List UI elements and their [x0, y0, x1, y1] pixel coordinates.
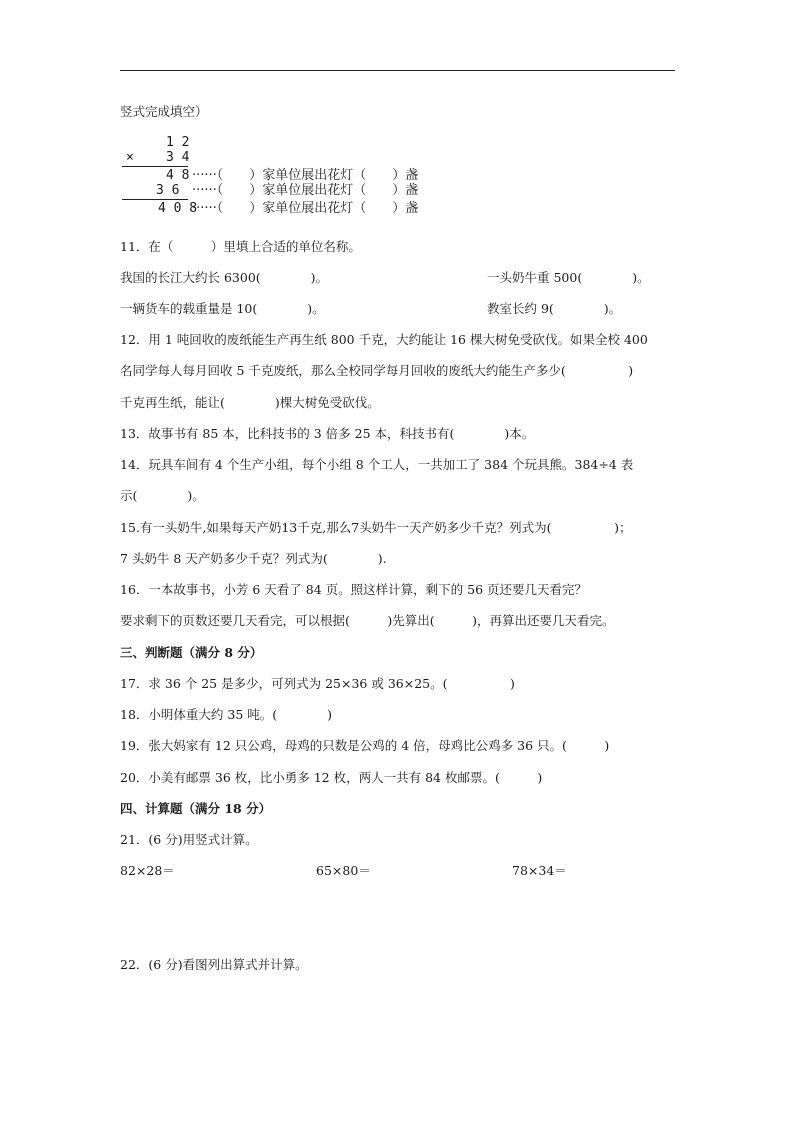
- q21-text: 21．(6 分)用竖式计算。: [120, 832, 258, 847]
- q13-text: 13．故事书有 85 本，比科技书的 3 倍多 25 本，科技书有( )本。: [120, 426, 535, 441]
- q11-a: 我国的长江大约长 6300( )。: [120, 270, 329, 285]
- q11-d: 教室长约 9( )。: [487, 301, 622, 316]
- q21-expr-3: 78×34＝: [512, 863, 567, 878]
- product-result: 4 0 8: [158, 201, 198, 216]
- multiplier: 3 4: [166, 150, 190, 165]
- q18-text: 18．小明体重大约 35 吨。( ): [120, 707, 333, 722]
- multiplicand: 1 2: [166, 135, 190, 150]
- q16-line1: 16．一本故事书，小芳 6 天看了 84 页。照这样计算，剩下的 56 页还要几天看完？: [120, 582, 588, 597]
- q20-text: 20．小美有邮票 36 枚，比小勇多 12 枚，两人一共有 84 枚邮票。( ): [120, 770, 543, 785]
- times-sign: ×: [126, 150, 134, 165]
- q15-line2: 7 头奶牛 8 天产奶多少千克？列式为( ).: [120, 551, 387, 566]
- q22-text: 22．(6 分)看图列出算式并计算。: [120, 957, 308, 972]
- note-1: ······（ ）家单位展出花灯（ ）盏: [192, 168, 419, 183]
- q15-line1: 15.有一头奶牛,如果每天产奶13千克,那么7头奶牛一天产奶多少千克？列式为( )；: [120, 520, 632, 535]
- q12-line3: 千克再生纸，能让( )棵大树免受砍伐。: [120, 395, 380, 410]
- note-3: ······（ ）家单位展出花灯（ ）盏: [192, 201, 419, 216]
- partial-product-2: 3 6: [156, 183, 180, 198]
- q21-expr-1: 82×28＝: [120, 863, 175, 878]
- rule-1: [122, 166, 188, 167]
- rule-2: [122, 199, 188, 200]
- q14-line1: 14．玩具车间有 4 个生产小组，每个小组 8 个工人，一共加工了 384 个玩具熊。384÷4 表: [120, 457, 634, 472]
- q21-expr-2: 65×80＝: [316, 863, 371, 878]
- q12-line1: 12．用 1 吨回收的废纸能生产再生纸 800 千克，大约能让 16 棵大树免受砍伐。如果全校 400: [120, 332, 648, 347]
- q12-line2: 名同学每人每月回收 5 千克废纸，那么全校同学每月回收的废纸大约能生产多少( ): [120, 363, 634, 378]
- section-3-heading: 三、判断题（满分 8 分）: [120, 645, 263, 660]
- q11-text: 11．在（ ）里填上合适的单位名称。: [120, 239, 361, 254]
- header-rule: [120, 70, 675, 71]
- q14-line2: 示( )。: [120, 488, 205, 503]
- q11-b: 一头奶牛重 500( )。: [487, 270, 650, 285]
- intro-text: 竖式完成填空）: [120, 104, 208, 119]
- note-2: ······（ ）家单位展出花灯（ ）盏: [192, 183, 419, 198]
- q16-line2: 要求剩下的页数还要几天看完，可以根据( )先算出( )，再算出还要几天看完。: [120, 613, 615, 628]
- section-4-heading: 四、计算题（满分 18 分）: [120, 801, 272, 816]
- partial-product-1: 4 8: [166, 168, 190, 183]
- q11-c: 一辆货车的载重量是 10( )。: [120, 301, 325, 316]
- q17-text: 17．求 36 个 25 是多少，可列式为 25×36 或 36×25。( ): [120, 676, 515, 691]
- q19-text: 19．张大妈家有 12 只公鸡，母鸡的只数是公鸡的 4 倍，母鸡比公鸡多 36 只。( ): [120, 738, 610, 753]
